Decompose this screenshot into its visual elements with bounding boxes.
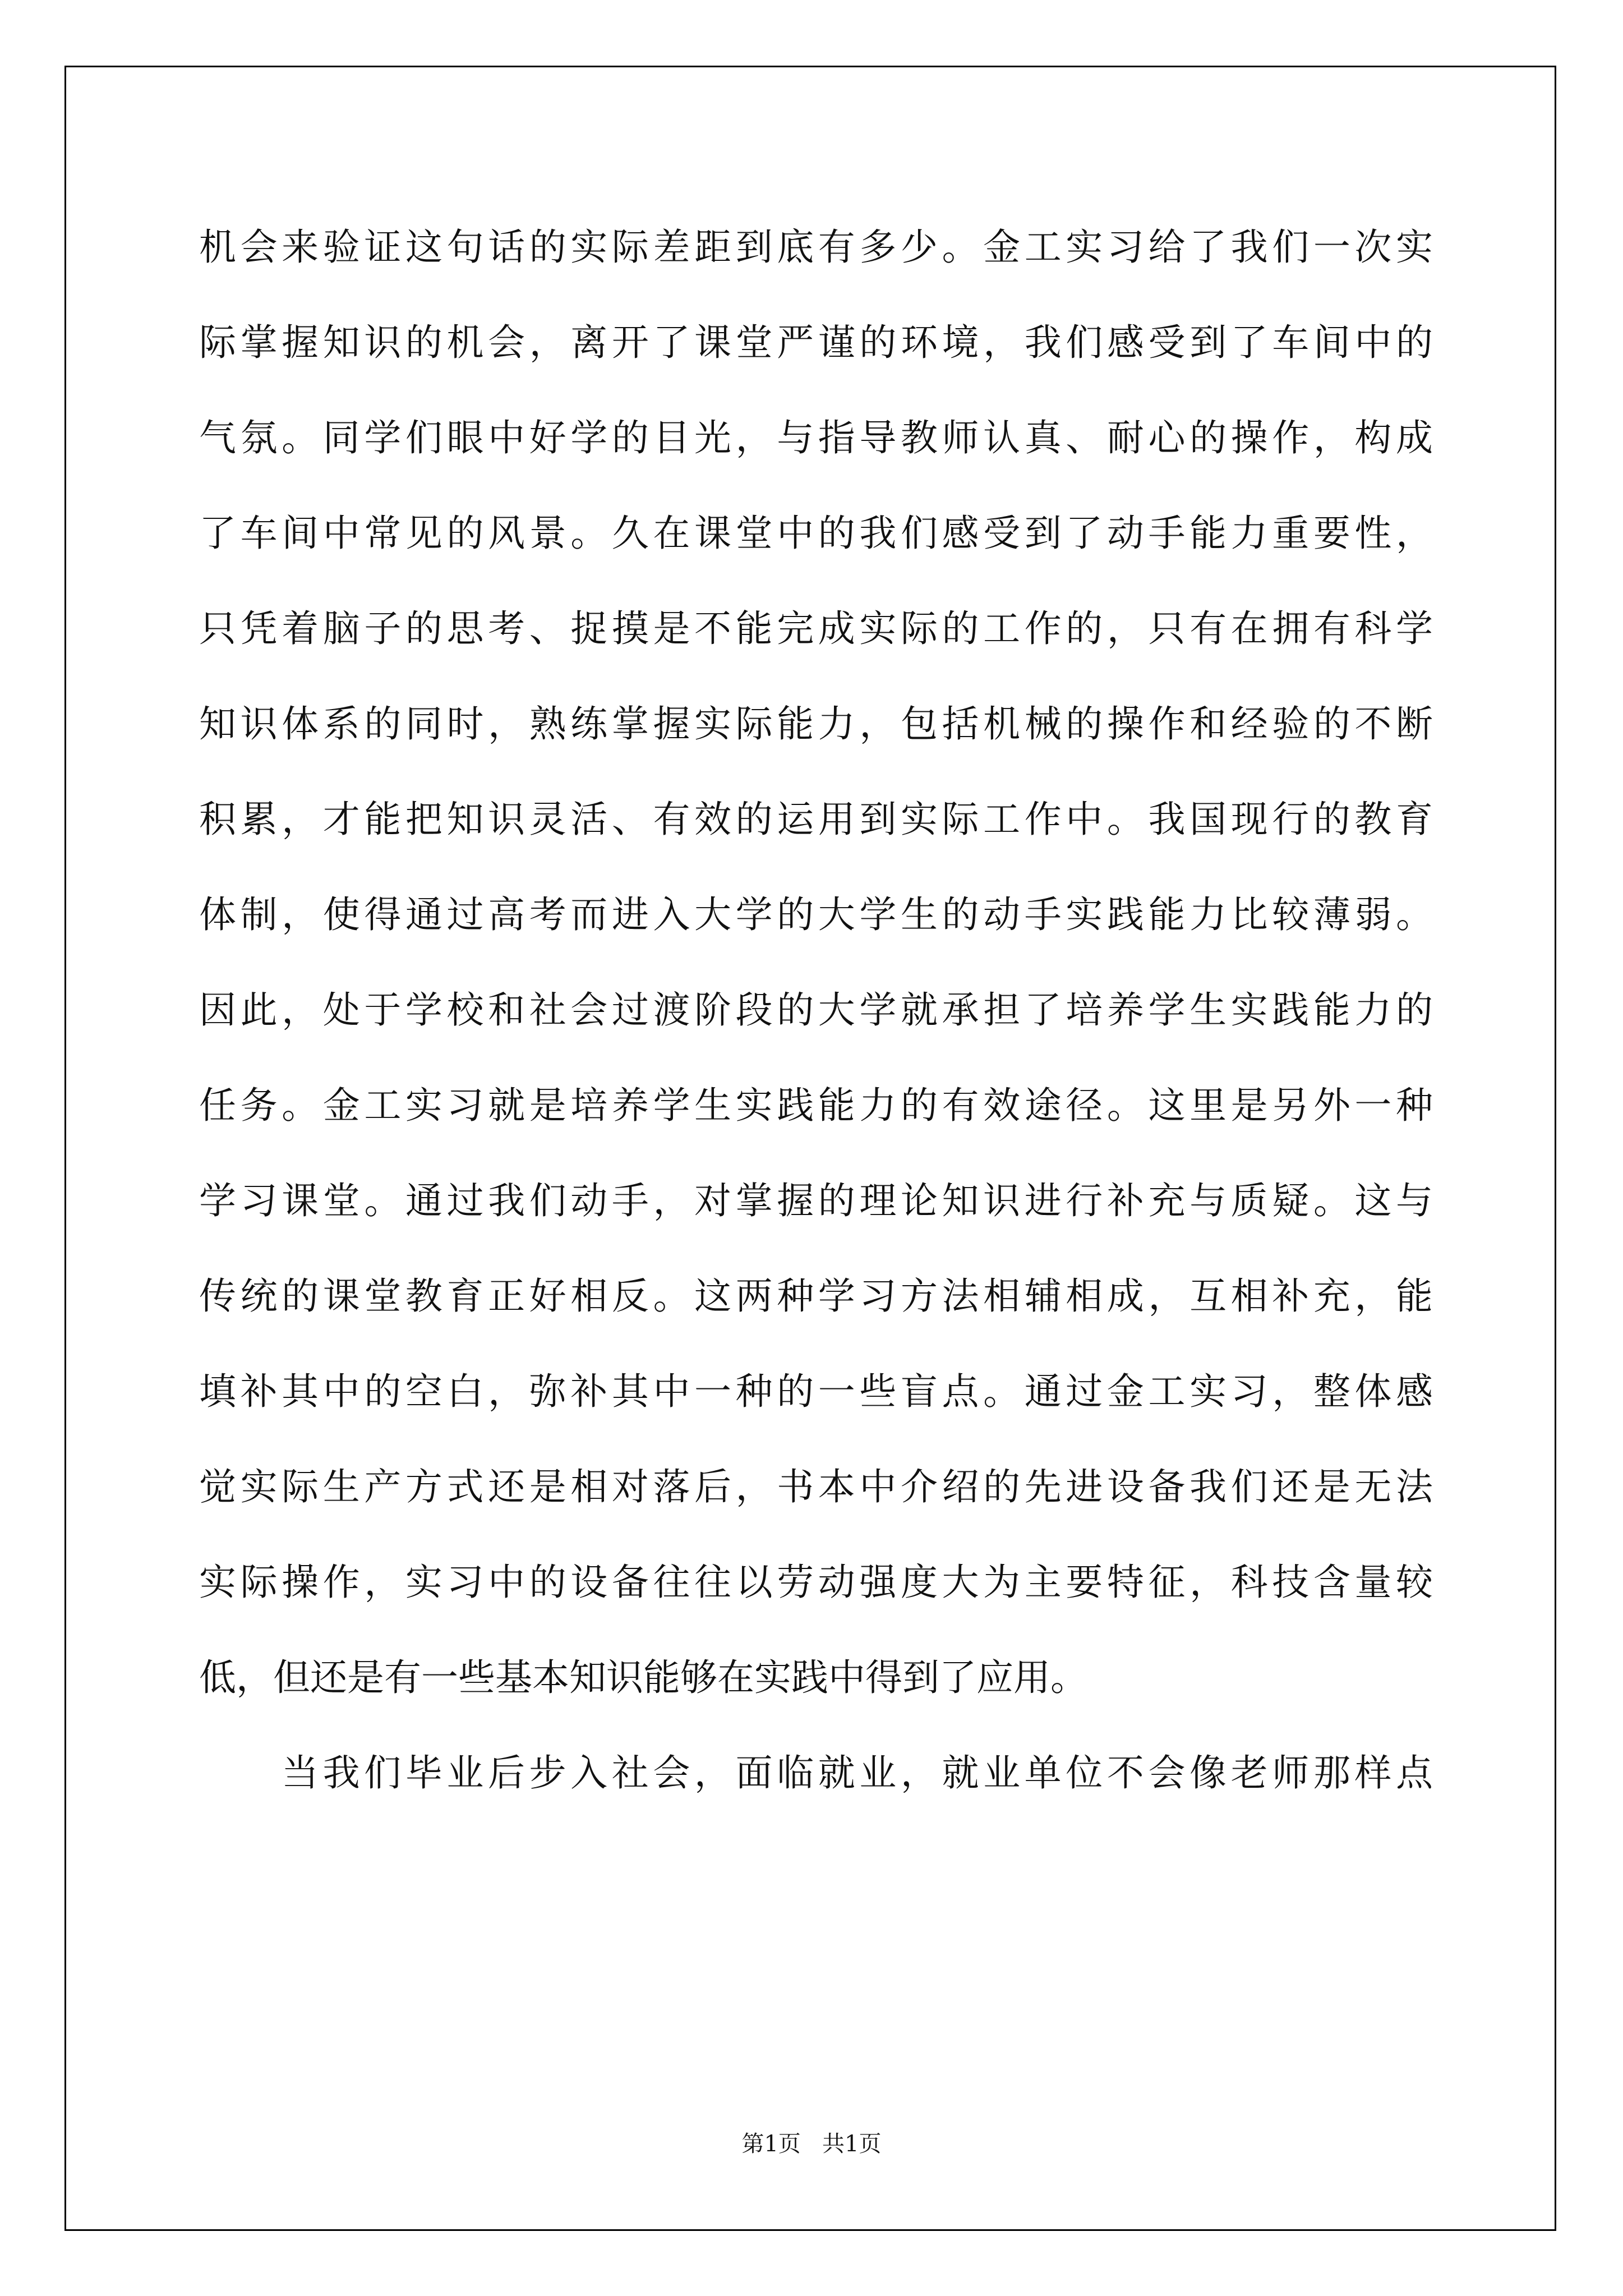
text-line: 低，但还是有一些基本知识能够在实践中得到了应用。: [199, 1656, 1087, 1699]
text-line: 因此，处于学校和社会过渡阶段的大学就承担了培养学生实践能力的: [199, 988, 1433, 1032]
paragraph-first-line: 当我们毕业后步入社会，面临就业，就业单位不会像老师那样点: [282, 1751, 1433, 1795]
text-line: 体制，使得通过高考而进入大学的大学生的动手实践能力比较薄弱。: [199, 893, 1433, 936]
text-line: 学习课堂。通过我们动手，对掌握的理论知识进行补充与质疑。这与: [199, 1179, 1433, 1222]
text-line: 知识体系的同时，熟练掌握实际能力，包括机械的操作和经验的不断: [199, 702, 1433, 746]
text-line: 任务。金工实习就是培养学生实践能力的有效途径。这里是另外一种: [199, 1084, 1433, 1127]
text-line: 觉实际生产方式还是相对落后，书本中介绍的先进设备我们还是无法: [199, 1465, 1433, 1508]
text-line: 填补其中的空白，弥补其中一种的一些盲点。通过金工实习，整体感: [199, 1370, 1433, 1413]
page-footer: 第1页 共1页: [741, 2131, 882, 2157]
text-line: 传统的课堂教育正好相反。这两种学习方法相辅相成，互相补充，能: [199, 1274, 1433, 1318]
text-line: 气氛。同学们眼中好学的目光，与指导教师认真、耐心的操作，构成: [199, 416, 1433, 459]
text-line: 机会来验证这句话的实际差距到底有多少。金工实习给了我们一次实: [199, 226, 1433, 269]
text-line: 际掌握知识的机会，离开了课堂严谨的环境，我们感受到了车间中的: [199, 321, 1433, 364]
text-line: 积累，才能把知识灵活、有效的运用到实际工作中。我国现行的教育: [199, 798, 1433, 841]
text-line: 实际操作，实习中的设备往往以劳动强度大为主要特征，科技含量较: [199, 1561, 1433, 1604]
page-border: [64, 66, 1556, 2231]
text-line: 只凭着脑子的思考、捉摸是不能完成实际的工作的，只有在拥有科学: [199, 607, 1433, 650]
text-line: 了车间中常见的风景。久在课堂中的我们感受到了动手能力重要性，: [199, 512, 1433, 555]
